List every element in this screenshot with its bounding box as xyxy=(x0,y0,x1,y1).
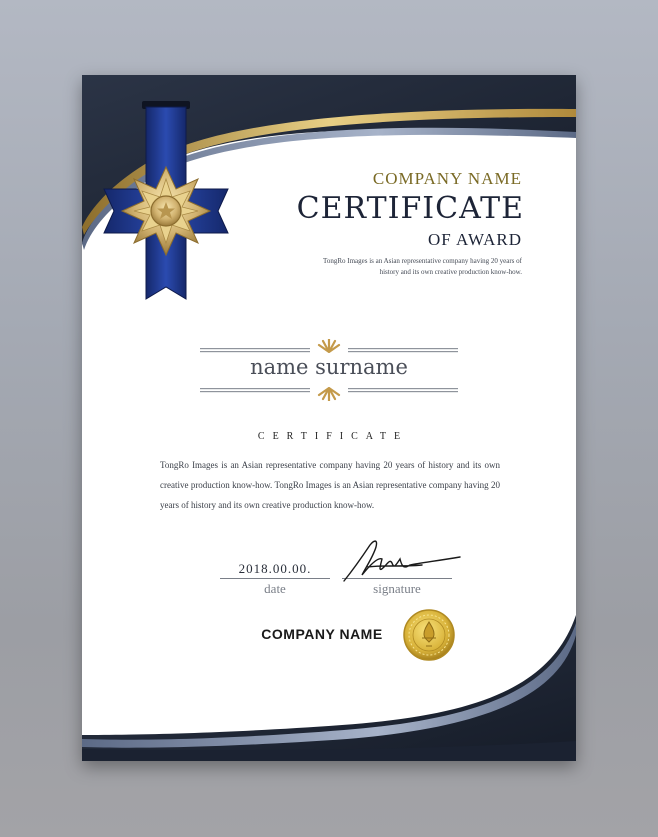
date-label: date xyxy=(264,581,286,596)
certificate-subtitle: OF AWARD xyxy=(427,230,522,249)
certificate-title: CERTIFICATE xyxy=(296,191,524,226)
recipient-name: name surname xyxy=(250,355,408,379)
date-value: 2018.00.00. xyxy=(238,561,312,576)
company-name-header: COMPANY NAME xyxy=(372,169,522,188)
certificate-heading: CERTIFICATE xyxy=(257,431,409,442)
header-blurb: TongRo Images is an Asian representative company having 20 years of history and its own creative production know-how. xyxy=(323,257,522,276)
signature-scribble xyxy=(340,537,465,585)
award-medal-icon xyxy=(102,101,232,306)
gold-seal-icon xyxy=(402,608,456,662)
ornament-fan-icon xyxy=(317,387,341,401)
ornament-fan-icon xyxy=(317,339,341,353)
certificate-card xyxy=(82,75,576,761)
certificate-body: TongRo Images is an Asian representative company having 20 years of history and its own creative production know-how. TongRo Images is an Asian representative company having 20 years of history and its own creative production know-how. xyxy=(160,460,500,510)
signature-label: signature xyxy=(373,581,421,596)
company-name-footer: COMPANY NAME xyxy=(261,626,383,642)
